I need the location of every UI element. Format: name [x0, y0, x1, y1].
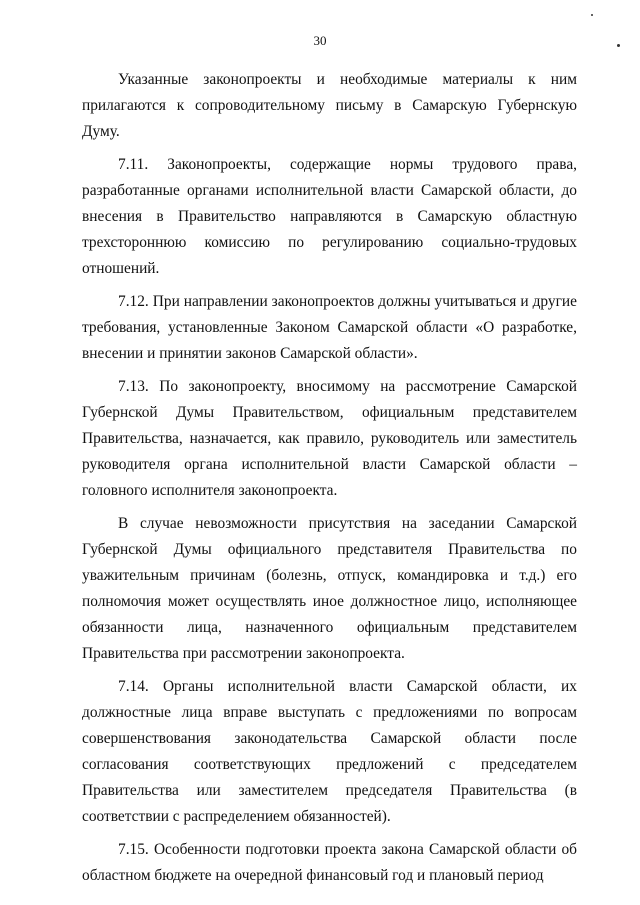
page-number: 30 [313, 33, 327, 48]
paragraph: В случае невозможности присутствия на заседании Самарской Губернской Думы официального представителя Правительства по уважительным причинам (болезнь, отпуск, командировка и т.д.) его полномочия может осуществлять иное должностное лицо, исполняющее обязанности лица, назначенного официальным представителем Правительства при рассмотрении законопроекта. [82, 515, 577, 662]
paragraph: 7.13. По законопроекту, вносимому на рассмотрение Самарской Губернской Думы Правительством, официальным представителем Правительства, назначается, как правило, руководитель или заместитель руководителя органа исполнительной власти Самарской области – головного исполнителя законопроекта. [82, 378, 577, 499]
paragraph: 7.15. Особенности подготовки проекта закона Самарской области об областном бюджете на очередной финансовый год и плановый период [82, 841, 577, 884]
paragraph: 7.11. Законопроекты, содержащие нормы трудового права, разработанные органами исполнительной власти Самарской области, до внесения в Правительство направляются в Самарскую областную трехстороннюю комиссию по регулированию социально-трудовых отношений. [82, 156, 577, 277]
scan-speck [591, 14, 593, 16]
paragraph: Указанные законопроекты и необходимые материалы к ним прилагаются к сопроводительному письму в Самарскую Губернскую Думу. [82, 71, 577, 140]
scan-speck [617, 44, 620, 47]
document-body [82, 67, 577, 889]
paragraph: 7.14. Органы исполнительной власти Самарской области, их должностные лица вправе выступать с предложениями по вопросам совершенствования законодательства Самарской области после согласования соответствующих предложений с председателем Правительства или заместителем председателя Правительства (в соответствии с распределением обязанностей). [82, 678, 577, 825]
paragraph: 7.12. При направлении законопроектов должны учитываться и другие требования, установленные Законом Самарской области «О разработке, внесении и принятии законов Самарской области». [82, 293, 577, 362]
